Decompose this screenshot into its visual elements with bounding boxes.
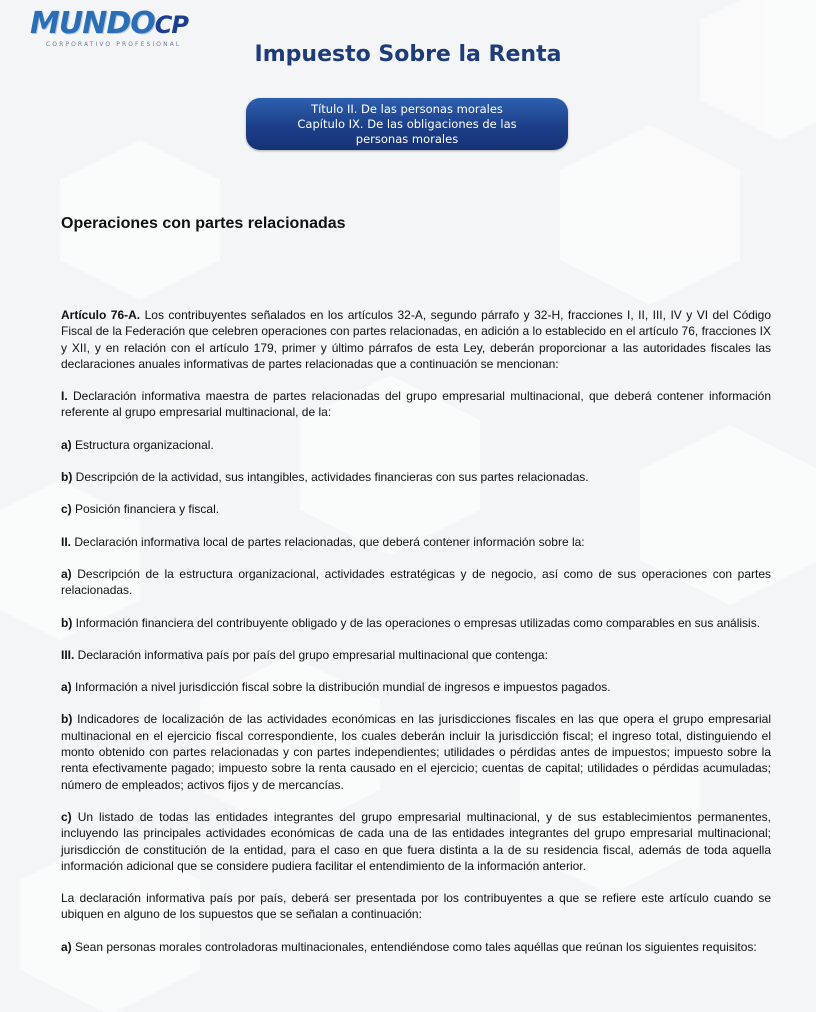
paragraph-text: Sean personas morales controladoras multinacionales, entendiéndose como tales aquéllas que reúnan los siguientes requisitos: <box>71 939 757 954</box>
paragraph-label: a) <box>61 939 72 954</box>
paragraph-text: Posición financiera y fiscal. <box>71 502 220 517</box>
logo-text-mundo: MUNDO <box>30 6 155 41</box>
logo-text-cp: CP <box>154 11 188 39</box>
paragraph-country-by-country <box>61 890 771 923</box>
paragraph-label: Artículo 76-A. <box>61 308 141 322</box>
page-title: Impuesto Sobre la Renta <box>254 42 562 67</box>
paragraph-text: Estructura organizacional. <box>71 437 214 452</box>
section-heading: Operaciones con partes relacionadas <box>61 215 346 232</box>
paragraph-fraction-iii <box>61 647 771 663</box>
paragraph-supuesto-a <box>61 939 771 955</box>
logo-subtitle: CORPORATIVO PROFESIONAL <box>46 41 182 48</box>
paragraph-fraction-i <box>61 388 771 421</box>
paragraph-ii-a <box>61 566 771 599</box>
paragraph-label: a) <box>61 680 72 695</box>
paragraph-label: b) <box>61 712 73 727</box>
paragraph-text: Descripción de la actividad, sus intangibles, actividades financieras con sus partes relacionadas. <box>72 470 589 485</box>
paragraph-i-c <box>61 501 771 517</box>
paragraph-text: Descripción de la estructura organizacional, actividades estratégicas y de negocio, así como de sus operaciones con partes relacionadas. <box>61 566 771 598</box>
paragraph-iii-a <box>61 679 771 695</box>
paragraph-fraction-ii <box>61 534 771 550</box>
paragraph-iii-b <box>61 711 771 792</box>
paragraph-text: Un listado de todas las entidades integrantes del grupo empresarial multinacional, y de sus establecimientos permanentes, incluyendo las principales actividades económicas de cada una de las entidades integrantes del grupo empresarial multinacional; jurisdicción de constitución de la entidad, para el caso en que fuera distinta a la de su residencia fiscal, además de toda aquella información adicional que se considere pudiera facilitar el entendimiento de la información anterior. <box>61 809 771 873</box>
paragraph-label: I. <box>61 389 68 404</box>
banner-line-2: Capítulo IX. De las obligaciones de las <box>297 116 517 131</box>
paragraph-label: II. <box>61 534 72 549</box>
paragraph-ii-b <box>61 615 771 631</box>
paragraph-label: b) <box>61 615 73 630</box>
paragraph-label: a) <box>61 437 72 452</box>
paragraph-label: a) <box>61 566 72 581</box>
paragraph-article-76a <box>61 307 771 372</box>
paragraph-text: Los contribuyentes señalados en los artículos 32-A, segundo párrafo y 32-H, fracciones I, II, III, IV y VI del Código Fiscal de la Federación que celebren operaciones con partes relacionadas, en adición a lo establecido en el artículo 76, fracciones IX y XII, y en relación con el artículo 179, primer y último párrafos de esta Ley, deberán proporcionar a las autoridades fiscales las declaraciones anuales informativas de partes relacionadas que a continuación se mencionan: <box>61 308 771 371</box>
banner-line-3: personas morales <box>355 131 459 146</box>
paragraph-text: Declaración informativa maestra de partes relacionadas del grupo empresarial multinacional, que deberá contener información referente al grupo empresarial multinacional, de la: <box>61 389 771 420</box>
paragraph-text: Indicadores de localización de las actividades económicas en las jurisdicciones fiscales en las que opera el grupo empresarial multinacional en el ejercicio fiscal correspondiente, los cuales deberán incluir la jurisdicción fiscal; el ingreso total, distinguiendo el monto obtenido con partes relacionadas y con partes independientes; utilidades o pérdidas antes de impuestos; impuesto sobre la renta efectivamente pagado; impuesto sobre la renta causado en el ejercicio; cuentas de capital; utilidades o pérdidas acumuladas; número de empleados; activos fijos y de mercancías. <box>61 712 771 792</box>
paragraph-text: La declaración informativa país por país, deberá ser presentada por los contribuyentes a que se refiere este artículo cuando se ubiquen en alguno de los supuestos que se señalan a continuación: <box>61 891 771 922</box>
paragraph-text: Declaración informativa país por país del grupo empresarial multinacional que contenga: <box>74 647 548 662</box>
paragraph-label: c) <box>61 502 72 517</box>
article-body <box>61 307 771 971</box>
paragraph-text: Información a nivel jurisdicción fiscal sobre la distribución mundial de ingresos e impuestos pagados. <box>71 680 611 695</box>
chapter-banner <box>246 98 568 150</box>
banner-line-1: Título II. De las personas morales <box>311 101 503 116</box>
paragraph-label: III. <box>61 647 75 662</box>
paragraph-text: Información financiera del contribuyente obligado y de las operaciones o empresas utilizadas como comparables en sus análisis. <box>72 615 761 630</box>
paragraph-text: Declaración informativa local de partes relacionadas, que deberá contener información sobre la: <box>71 534 585 549</box>
paragraph-i-a <box>61 437 771 453</box>
paragraph-i-b <box>61 469 771 485</box>
paragraph-label: c) <box>61 809 72 824</box>
paragraph-iii-c <box>61 809 771 874</box>
paragraph-label: b) <box>61 470 73 485</box>
